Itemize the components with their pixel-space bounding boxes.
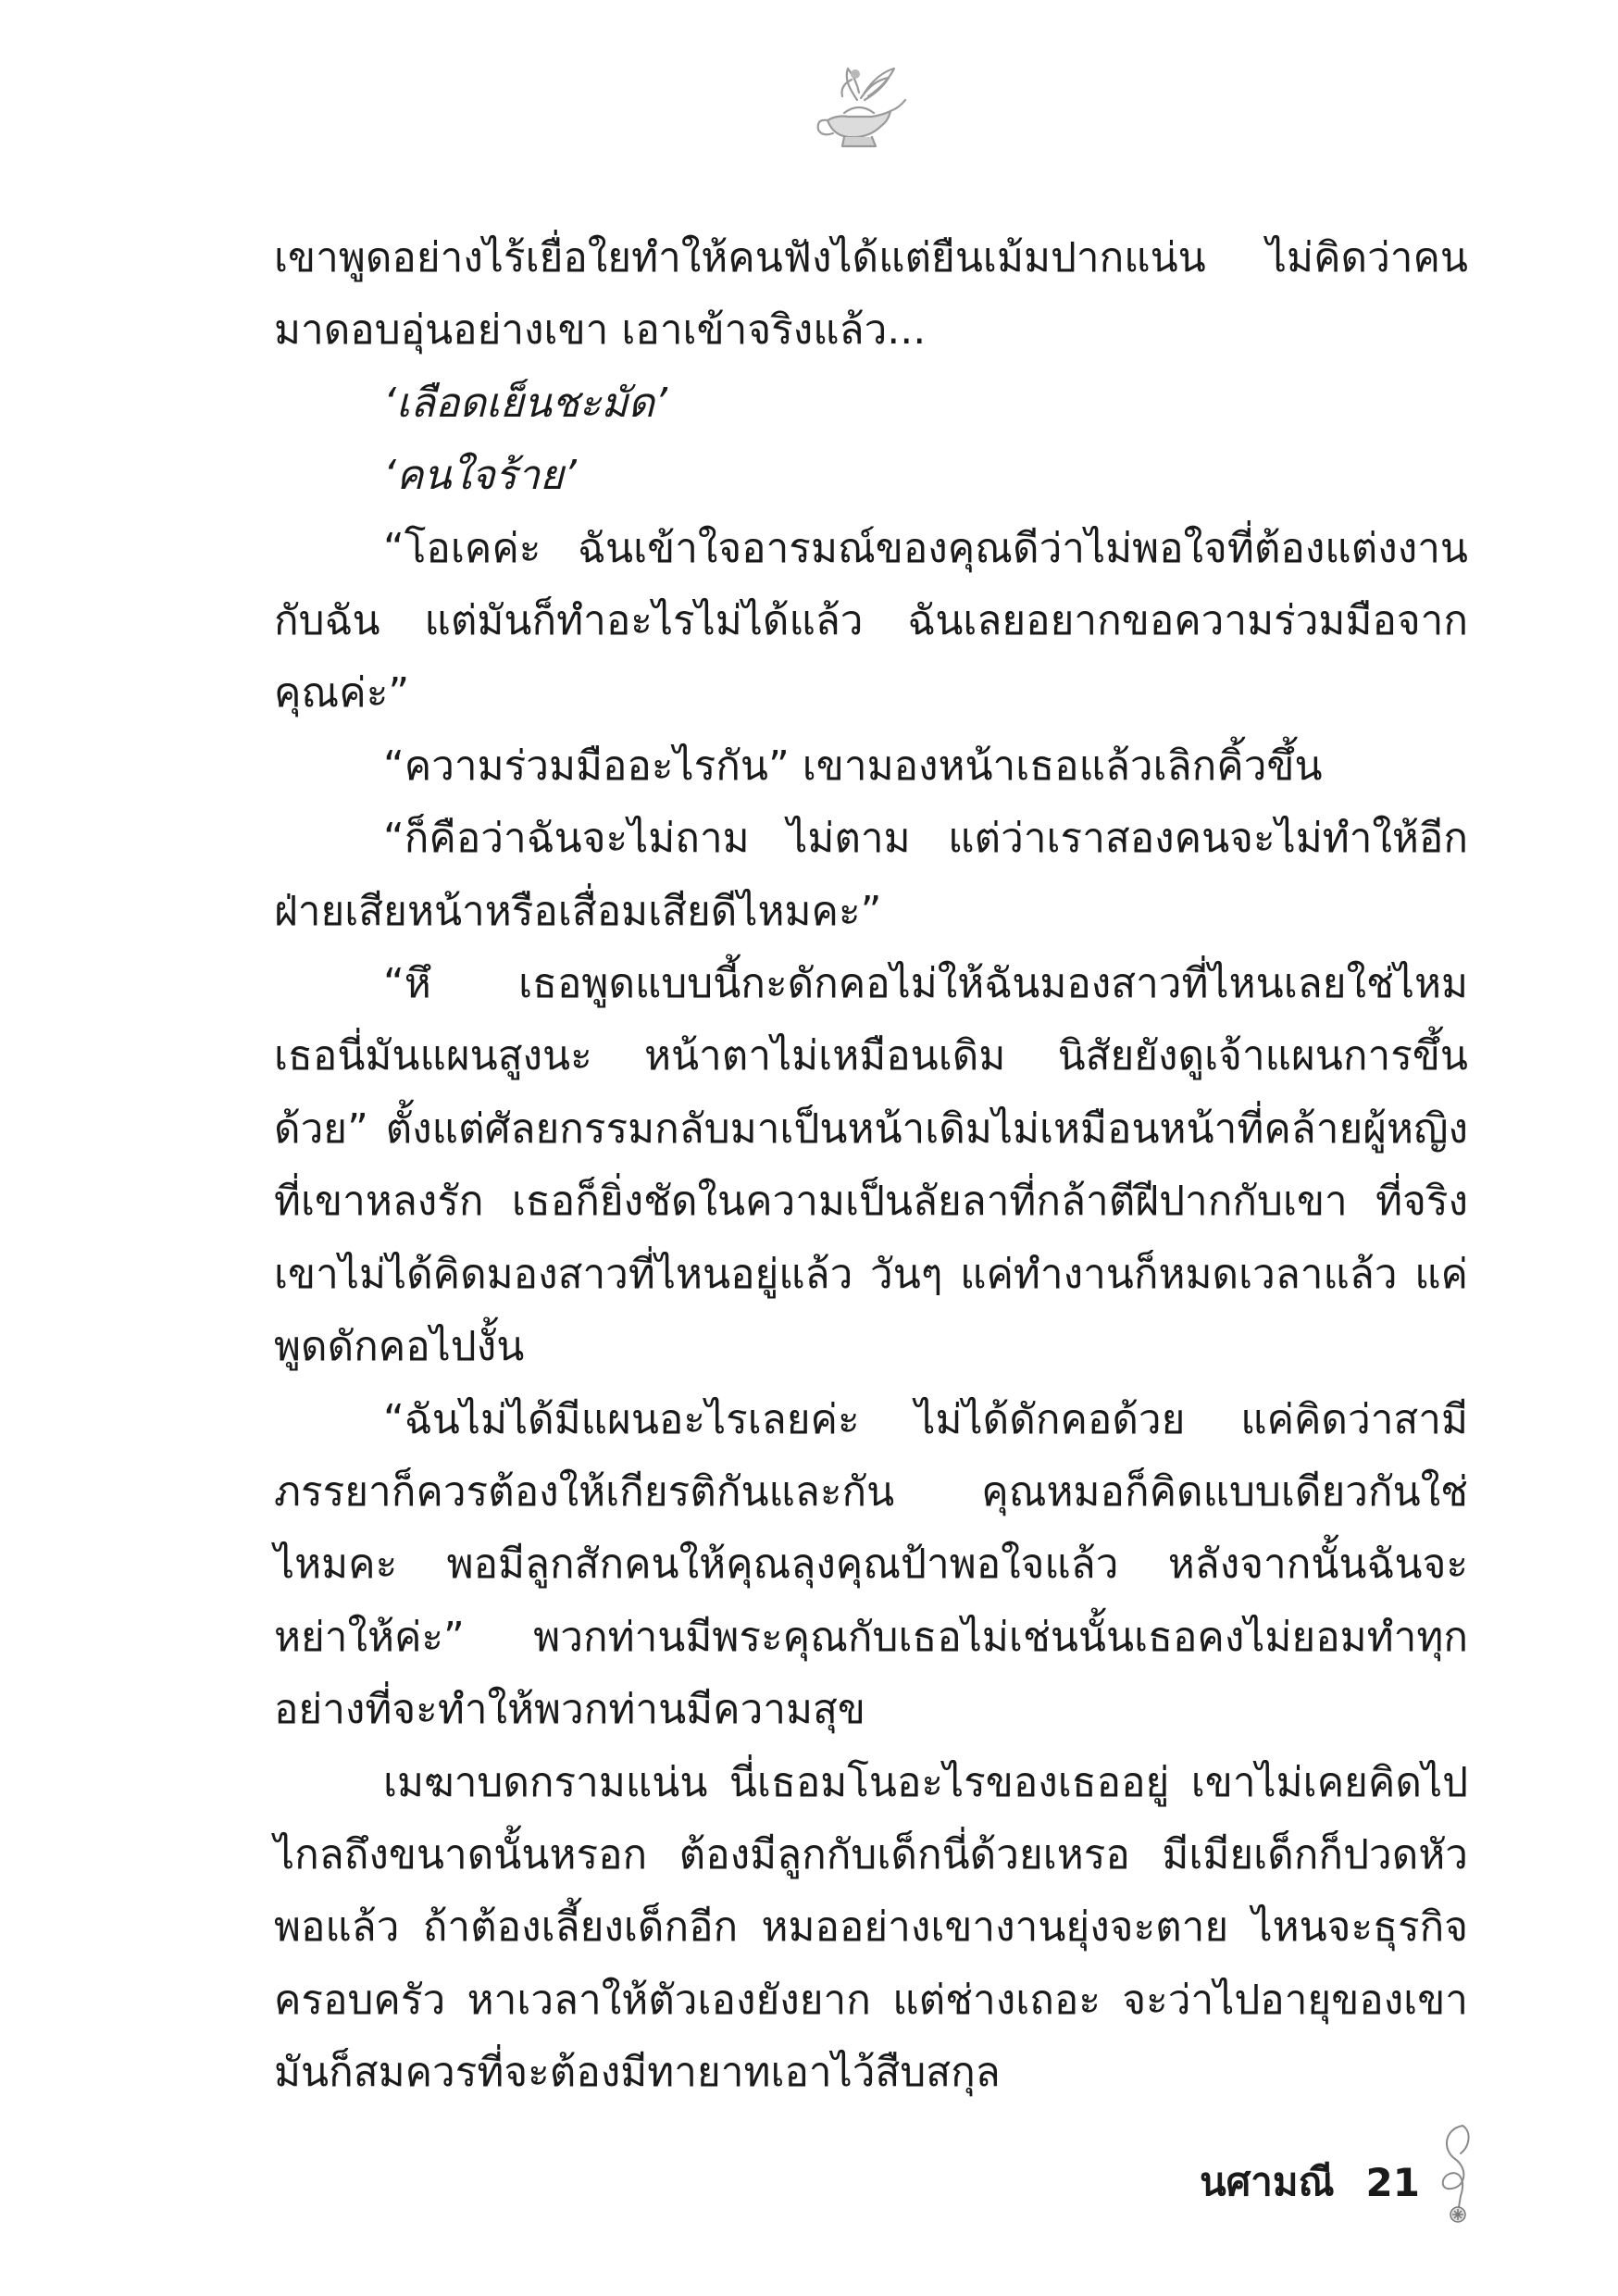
pendant-necklace-icon	[1435, 2122, 1479, 2233]
thought-line-2: ‘คนใจร้าย’	[383, 452, 577, 500]
paragraph-7: “หึ เธอพูดแบบนี้กะดักคอไม่ให้ฉันมองสาวที่ไหนเลยใช่ไหม เธอนี่มันแผนสูงนะ หน้าตาไม่เหมือนเดิม นิสัยยังดูเจ้าแผนการขึ้นด้วย” ตั้งแต่ศัลยกรรมกลับมาเป็นหน้าเดิมไม่เหมือนหน้าที่คล้ายผู้หญิงที่เขาหลงรัก เธอก็ยิ่งชัดในความเป็นลัยลาที่กล้าตีฝีปากกับเขา ที่จริงเขาไม่ได้คิดมองสาวที่ไหนอยู่แล้ว วันๆ แค่ทำงานก็หมดเวลาแล้ว แค่พูดดักคอไปงั้น	[274, 960, 1468, 1371]
teapot-fairy-icon	[803, 56, 915, 167]
body-text	[274, 222, 1468, 2110]
author-name: นศามณี	[1199, 2159, 1335, 2204]
page-footer	[1200, 2131, 1479, 2233]
page-number: 21	[1365, 2159, 1420, 2205]
paragraph-6: “ก็คือว่าฉันจะไม่ถาม ไม่ตาม แต่ว่าเราสองคนจะไม่ทำให้อีกฝ่ายเสียหน้าหรือเสื่อมเสียดีไหมคะ”	[274, 815, 1468, 935]
thought-line-1: ‘เลือดเย็นชะมัด’	[383, 379, 667, 427]
paragraph-1: เขาพูดอย่างไร้เยื่อใยทำให้คนฟังได้แต่ยืนเม้มปากแน่น ไม่คิดว่าคนมาดอบอุ่นอย่างเขา เอาเข้าจริงแล้ว...	[274, 234, 1468, 355]
paragraph-9: เมฆาบดกรามแน่น นี่เธอมโนอะไรของเธออยู่ เขาไม่เคยคิดไปไกลถึงขนาดนั้นหรอก ต้องมีลูกกับเด็กนี่ด้วยเหรอ มีเมียเด็กก็ปวดหัวพอแล้ว ถ้าต้องเลี้ยงเด็กอีก หมออย่างเขางานยุ่งจะตาย ไหนจะธุรกิจครอบครัว หาเวลาให้ตัวเองยังยาก แต่ช่างเถอะ จะว่าไปอายุของเขามันก็สมควรที่จะต้องมีทายาทเอาไว้สืบสกุล	[274, 1758, 1468, 2097]
paragraph-5: “ความร่วมมืออะไรกัน” เขามองหน้าเธอแล้วเลิกคิ้วขึ้น	[383, 742, 1323, 790]
paragraph-4: “โอเคค่ะ ฉันเข้าใจอารมณ์ของคุณดีว่าไม่พอใจที่ต้องแต่งงานกับฉัน แต่มันก็ทำอะไรไม่ได้แล้ว ฉันเลยอยากขอความร่วมมือจากคุณค่ะ”	[274, 524, 1468, 718]
paragraph-8: “ฉันไม่ได้มีแผนอะไรเลยค่ะ ไม่ได้ดักคอด้วย แค่คิดว่าสามีภรรยาก็ควรต้องให้เกียรติกันและกัน คุณหมอก็คิดแบบเดียวกันใช่ไหมคะ พอมีลูกสักคนให้คุณลุงคุณป้าพอใจแล้ว หลังจากนั้นฉันจะหย่าให้ค่ะ” พวกท่านมีพระคุณกับเธอไม่เช่นนั้นเธอคงไม่ยอมทำทุกอย่างที่จะทำให้พวกท่านมีความสุข	[274, 1395, 1468, 1734]
